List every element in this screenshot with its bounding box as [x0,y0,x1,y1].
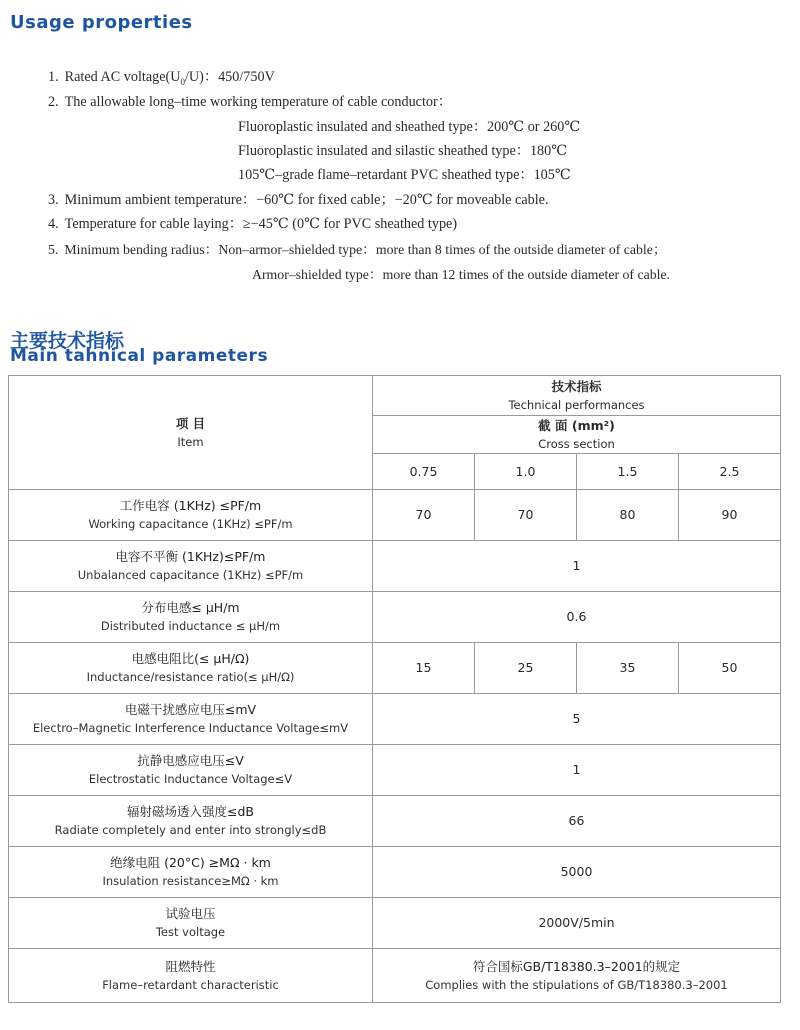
row-label-cn: 辐射磁场透入强度≤dB [127,804,254,819]
section-size-cell: 1.0 [475,454,577,490]
row-label-cn: 工作电容 (1KHz) ≤PF/m [119,498,262,513]
table-row [9,490,781,541]
row-label-en: Electrostatic Inductance Voltage≤V [88,772,293,786]
row-label-cell [9,643,373,694]
usage-item-text: /U)：450/750V [184,69,275,85]
usage-item-4 [48,213,457,233]
value-en: Complies with the stipulations of GB/T18380.3–2001 [425,977,728,992]
table-row [9,949,781,1003]
item-header-cn: 项 目 [175,415,206,431]
usage-item-text: Minimum ambient temperature：−60℃ for fixed cable；−20℃ for moveable cable. [64,192,549,208]
value-cell: 15 [373,643,475,694]
table-row [9,694,781,745]
usage-item-text: Rated AC voltage(U [64,69,181,85]
table-header-row [9,376,781,416]
row-label-en: Working capacitance (1KHz) ≤PF/m [88,517,293,531]
params-title-en: Main tahnical parameters [10,346,269,366]
value-cell: 1 [373,541,781,592]
value-cell: 25 [475,643,577,694]
value-cell: 5000 [373,847,781,898]
row-label-cell [9,796,373,847]
usage-item-5 [48,238,667,258]
row-label-cn: 电感电阻比(≤ μH/Ω) [131,651,250,666]
table-row [9,643,781,694]
item-header-cell [9,376,373,490]
tech-header-cell [373,376,781,416]
usage-item-subscript: 0 [180,76,185,87]
value-cell: 66 [373,796,781,847]
row-label-cn: 分布电感≤ μH/m [141,600,240,615]
usage-item-number: 2. [48,94,59,110]
row-label-cell [9,592,373,643]
table-row [9,847,781,898]
row-label-en: Insulation resistance≥MΩ · km [102,874,279,888]
section-size-cell: 2.5 [679,454,781,490]
row-label-en: Flame–retardant characteristic [102,977,279,992]
cross-section-header-cell [373,416,781,454]
usage-subitem: Fluoroplastic insulated and silastic sheathed type：180℃ [238,143,568,159]
cross-section-header-en: Cross section [538,436,615,451]
row-label-cell [9,898,373,949]
row-label-cn: 抗静电感应电压≤V [137,753,244,768]
usage-item-text: The allowable long–time working temperature of cable conductor： [64,94,452,110]
value-cell: 70 [475,490,577,541]
usage-subitem: 105℃–grade flame–retardant PVC sheathed type：105℃ [238,167,571,183]
usage-item-number: 3. [48,192,59,208]
tech-header-en: Technical performances [508,397,645,412]
value-cell [373,949,781,1003]
row-label-cell [9,541,373,592]
row-label-en: Distributed inductance ≤ μH/m [100,619,281,633]
value-cell: 0.6 [373,592,781,643]
value-cell: 2000V/5min [373,898,781,949]
row-label-cn: 试验电压 [165,906,216,921]
usage-item-number: 1. [48,69,59,85]
value-cell: 35 [577,643,679,694]
row-label-cn: 阻燃特性 [165,958,216,974]
row-label-en: Unbalanced capacitance (1KHz) ≤PF/m [77,568,304,582]
value-cell: 1 [373,745,781,796]
row-label-en: Inductance/resistance ratio(≤ μH/Ω) [86,670,295,684]
value-cell: 90 [679,490,781,541]
table-row [9,796,781,847]
row-label-cell [9,847,373,898]
value-cn: 符合国标GB/T18380.3–2001的规定 [472,958,681,974]
row-label-en: Test voltage [155,925,226,939]
value-cell: 70 [373,490,475,541]
usage-item-3 [48,189,549,209]
usage-item-2 [48,91,452,111]
row-label-cell [9,745,373,796]
item-header-en: Item [177,434,204,449]
value-cell: 50 [679,643,781,694]
value-cell: 80 [577,490,679,541]
usage-properties-heading: Usage properties [10,12,193,33]
row-label-en: Radiate completely and enter into strongly≤dB [54,823,327,837]
row-label-cell [9,949,373,1003]
row-label-cn: 电容不平衡 (1KHz)≤PF/m [115,549,266,564]
table-row [9,898,781,949]
row-label-cell [9,490,373,541]
row-label-cn: 电磁干扰感应电压≤mV [124,702,257,717]
usage-item-text: Minimum bending radius：Non–armor–shielded type：more than 8 times of the outside diameter of cable； [64,242,667,257]
row-label-cn: 绝缘电阻 (20°C) ≥MΩ · km [110,855,271,870]
cross-section-header-cn: 截 面 (mm²) [538,417,615,433]
tech-header-cn: 技术指标 [551,378,602,394]
table-row [9,745,781,796]
params-title-cn: 主要技术指标 [10,330,125,352]
usage-item-number: 4. [48,216,59,232]
usage-subitem: Armor–shielded type：more than 12 times of the outside diameter of cable. [252,267,671,282]
section-size-cell: 0.75 [373,454,475,490]
row-label-cell [9,694,373,745]
table-row [9,541,781,592]
value-cell: 5 [373,694,781,745]
usage-item-text: Temperature for cable laying：≥−45℃ (0℃ for PVC sheathed type) [64,216,458,232]
usage-item-1 [48,66,275,87]
parameters-table [8,375,781,1003]
usage-item-number: 5. [48,242,59,257]
table-row [9,592,781,643]
usage-subitem: Fluoroplastic insulated and sheathed type：200℃ or 260℃ [238,119,581,135]
row-label-en: Electro–Magnetic Interference Inductance Voltage≤mV [32,721,349,735]
section-size-cell: 1.5 [577,454,679,490]
